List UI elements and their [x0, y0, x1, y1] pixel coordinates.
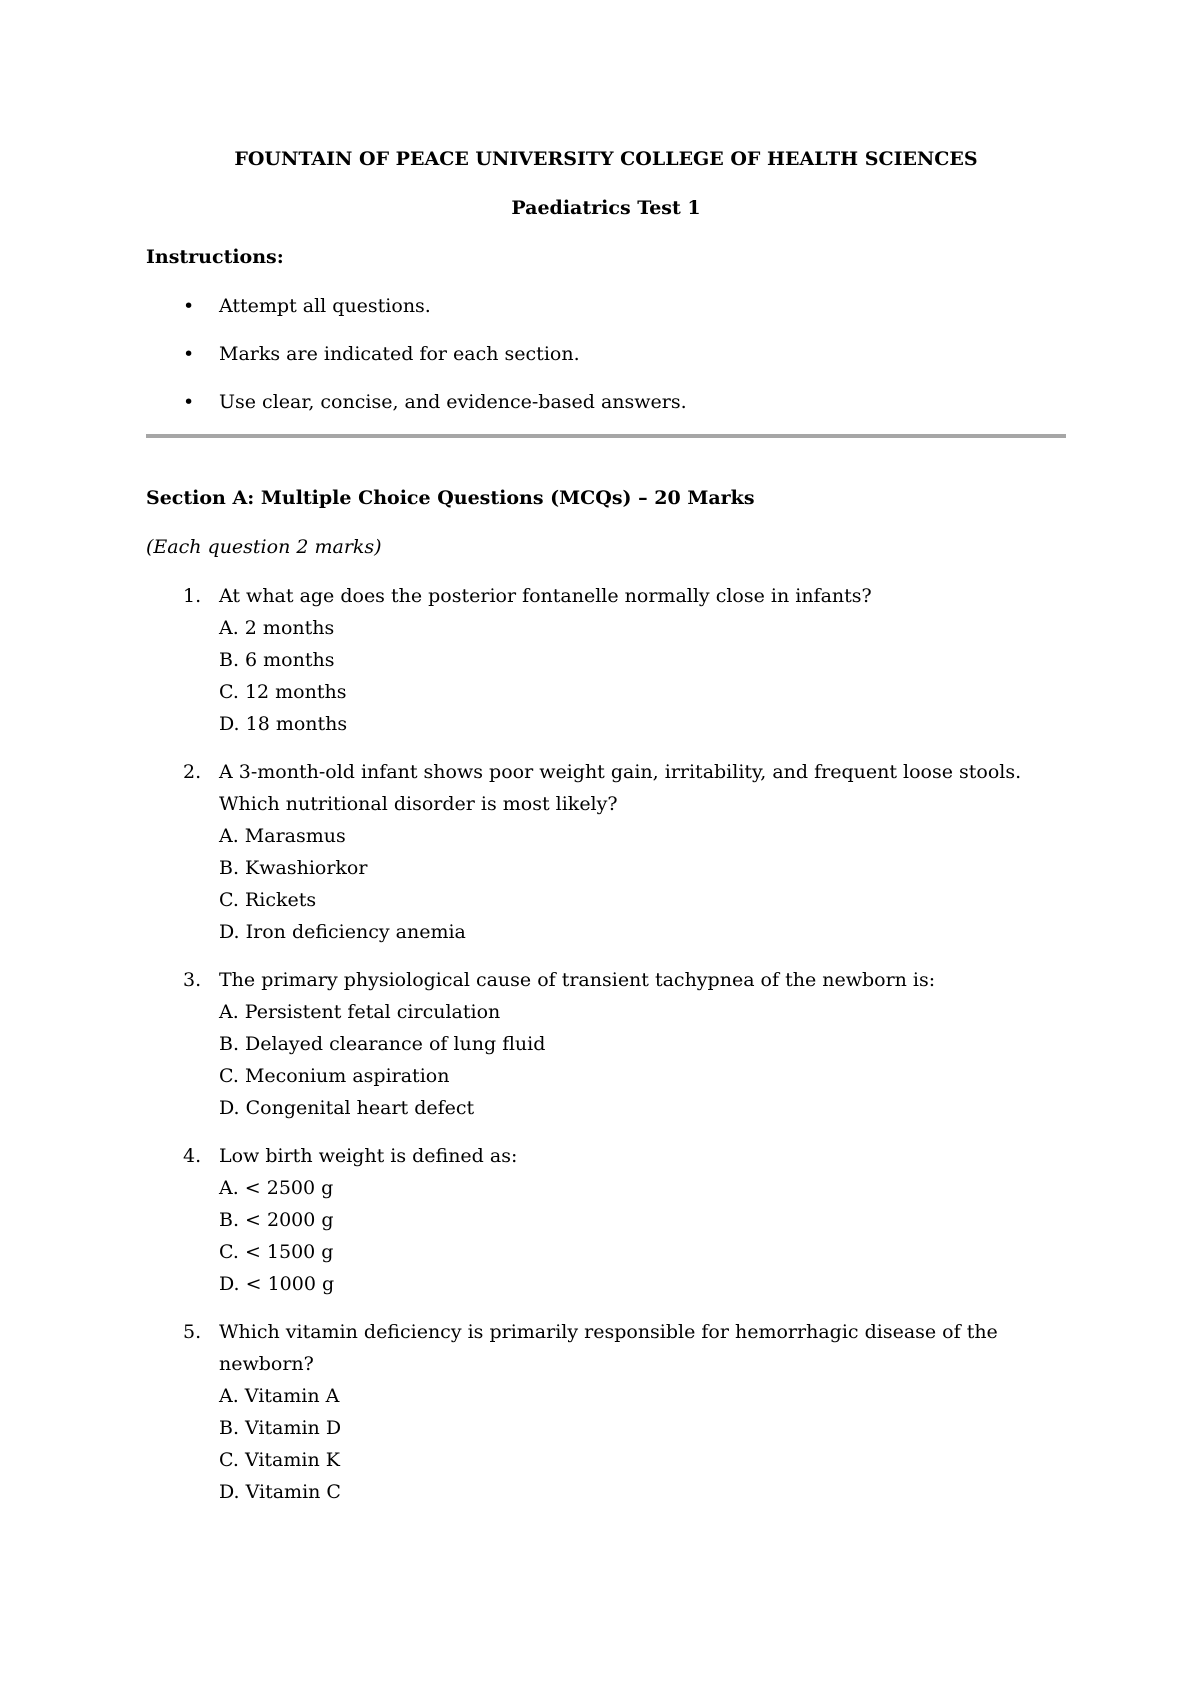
instruction-text: Attempt all questions. — [219, 295, 431, 317]
option-list — [219, 996, 1066, 1124]
section-a-heading: Section A: Multiple Choice Questions (MCQs) – 20 Marks — [146, 487, 755, 509]
instruction-item — [146, 338, 1066, 370]
question-item — [146, 756, 1066, 948]
question-number: 1. — [183, 585, 202, 607]
option: A. Marasmus — [219, 825, 346, 847]
question-item — [146, 580, 1066, 740]
option: C. Vitamin K — [219, 1449, 340, 1471]
option: D. Vitamin C — [219, 1481, 341, 1503]
option: D. 18 months — [219, 713, 348, 735]
question-text: A 3-month-old infant shows poor weight gain, irritability, and frequent loose stools. Which nutritional disorder is most likely? — [219, 761, 1022, 815]
question-text: The primary physiological cause of transient tachypnea of the newborn is: — [219, 969, 936, 991]
question-text: Low birth weight is defined as: — [219, 1145, 518, 1167]
option-list — [219, 1172, 1066, 1300]
test-title: Paediatrics Test 1 — [511, 197, 701, 219]
question-item — [146, 1140, 1066, 1300]
question-number: 4. — [183, 1145, 202, 1167]
option-list — [219, 1380, 1066, 1508]
option: C. Meconium aspiration — [219, 1065, 450, 1087]
instruction-text: Use clear, concise, and evidence-based answers. — [219, 391, 687, 413]
institution-title: FOUNTAIN OF PEACE UNIVERSITY COLLEGE OF HEALTH SCIENCES — [234, 148, 978, 170]
option: A. Vitamin A — [219, 1385, 340, 1407]
option: D. Iron deficiency anemia — [219, 921, 466, 943]
section-a-note: (Each question 2 marks) — [146, 536, 382, 558]
option: A. < 2500 g — [219, 1177, 334, 1199]
bullet-icon: • — [183, 295, 195, 317]
option: B. < 2000 g — [219, 1209, 334, 1231]
option: C. 12 months — [219, 681, 347, 703]
horizontal-divider — [146, 434, 1066, 438]
page-content — [146, 143, 1066, 1524]
question-list — [146, 580, 1066, 1508]
bullet-icon: • — [183, 391, 195, 413]
instruction-item — [146, 290, 1066, 322]
option: B. Vitamin D — [219, 1417, 342, 1439]
option-list — [219, 612, 1066, 740]
instructions-list — [146, 290, 1066, 418]
instruction-text: Marks are indicated for each section. — [219, 343, 580, 365]
option: D. < 1000 g — [219, 1273, 335, 1295]
option: B. Delayed clearance of lung fluid — [219, 1033, 546, 1055]
option: A. Persistent fetal circulation — [219, 1001, 501, 1023]
question-number: 5. — [183, 1321, 202, 1343]
question-text: Which vitamin deficiency is primarily responsible for hemorrhagic disease of the newborn? — [219, 1321, 998, 1375]
bullet-icon: • — [183, 343, 195, 365]
question-text: At what age does the posterior fontanelle normally close in infants? — [219, 585, 872, 607]
question-item — [146, 1316, 1066, 1508]
instructions-heading: Instructions: — [146, 246, 284, 268]
option: A. 2 months — [219, 617, 335, 639]
option: C. < 1500 g — [219, 1241, 334, 1263]
question-number: 3. — [183, 969, 202, 991]
option: B. Kwashiorkor — [219, 857, 368, 879]
option: D. Congenital heart defect — [219, 1097, 475, 1119]
option: C. Rickets — [219, 889, 317, 911]
question-number: 2. — [183, 761, 202, 783]
option-list — [219, 820, 1066, 948]
option: B. 6 months — [219, 649, 335, 671]
instruction-item — [146, 386, 1066, 418]
question-item — [146, 964, 1066, 1124]
